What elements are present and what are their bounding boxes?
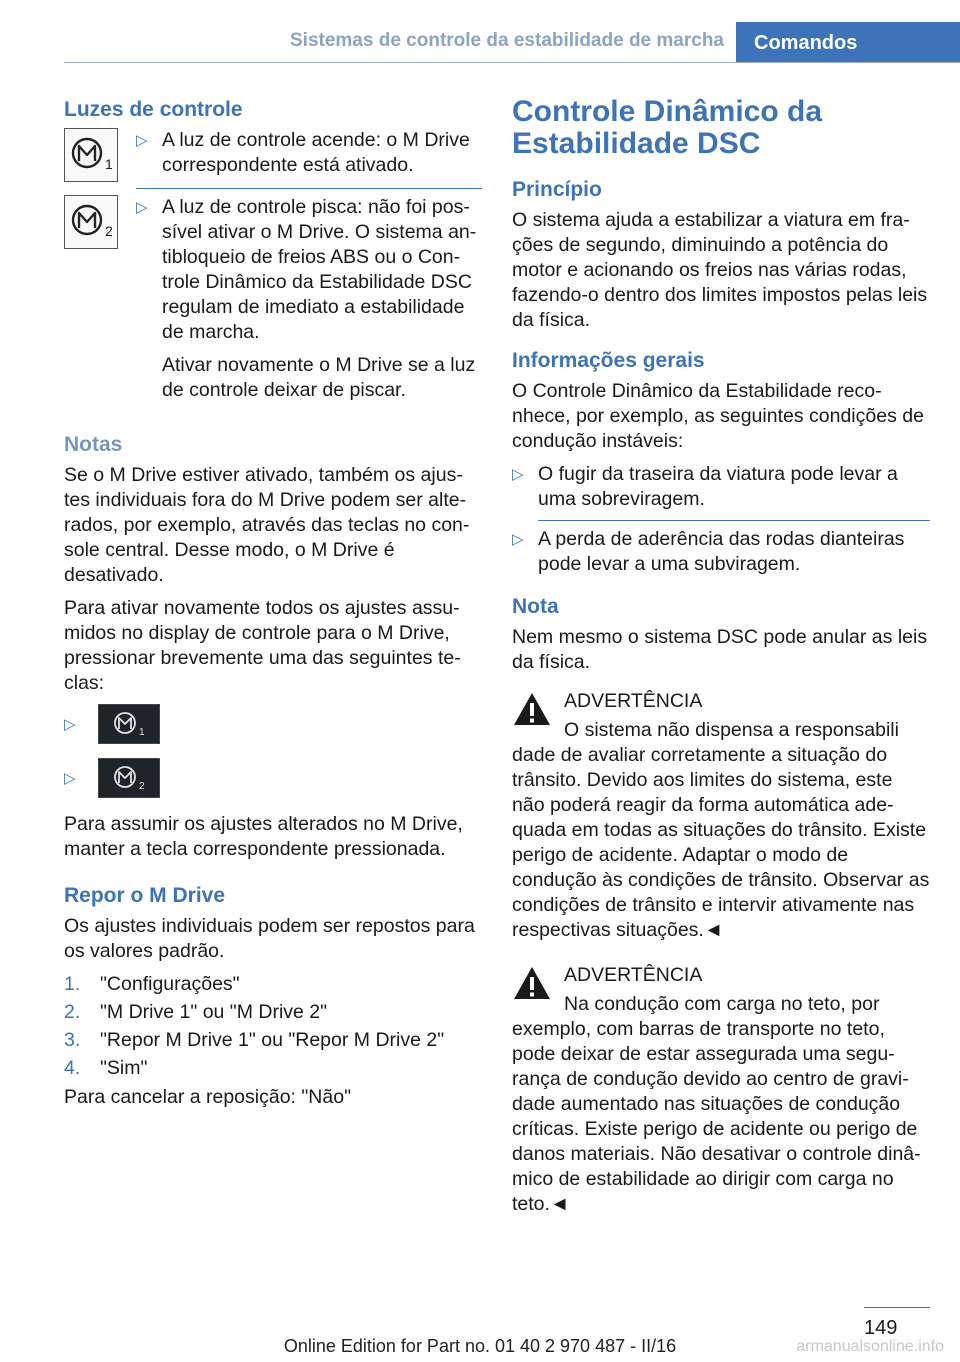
condition-item: ▷ O fugir da traseira da viatura pode levar a uma sobreviragem. bbox=[512, 463, 898, 510]
indicator-heading: Luzes de controle bbox=[64, 98, 243, 121]
notes-paragraph-3: Para assumir os ajustes alterados no M Drive, manter a tecla correspondente pressionada. bbox=[64, 813, 463, 860]
right-column bbox=[512, 96, 930, 1231]
m-drive-2-lamp-icon bbox=[64, 195, 118, 249]
svg-text:2: 2 bbox=[105, 223, 113, 239]
nota-paragraph: Nem mesmo o sistema DSC pode anular as leis da física. bbox=[512, 626, 928, 673]
dsc-title: Controle Dinâmico da Estabilidade DSC bbox=[512, 95, 823, 160]
lamp-2-item bbox=[136, 195, 482, 345]
bullet-triangle-icon: ▷ bbox=[64, 715, 76, 733]
step-item: 2. "M Drive 1" ou "M Drive 2" bbox=[64, 1001, 328, 1023]
header-section-title: Sistemas de controle da estabilidade de marcha bbox=[290, 30, 724, 51]
warning-block-2 bbox=[512, 963, 930, 1217]
page-number: 149 bbox=[864, 1317, 898, 1339]
lamp-1-item bbox=[136, 128, 482, 178]
lamp-row-2 bbox=[64, 195, 482, 411]
notes-paragraph-2: Para ativar novamente todos os ajustes assumidos no display de controle para o M Drive, pressionar brevemente uma das seguintes teclas: bbox=[64, 597, 461, 694]
warning-1-title: ADVERTÊNCIA bbox=[564, 690, 703, 712]
notes-paragraph-1: Se o M Drive estiver ativado, também os ajustes individuais fora do M Drive podem ser alterados, por exemplo, através das teclas no console central. Desse modo, o M Drive é desativado. bbox=[64, 464, 470, 586]
principle-paragraph: O sistema ajuda a estabilizar a viatura em frações de segundo, diminuindo a potência do motor e acionando os freios nas várias rodas, fazendo-o dentro dos limites impostos pelas leis da física. bbox=[512, 209, 928, 331]
step-item: 3. "Repor M Drive 1" ou "Repor M Drive 2" bbox=[64, 1029, 445, 1051]
step-item: 1. "Configurações" bbox=[64, 973, 240, 995]
warning-icon bbox=[512, 965, 552, 1001]
reset-paragraph: Os ajustes individuais podem ser repostos para os valores padrão. bbox=[64, 915, 475, 962]
step-item: 4. "Sim" bbox=[64, 1057, 148, 1079]
m-drive-1-lamp-icon bbox=[64, 128, 118, 182]
m-drive-2-key bbox=[64, 758, 482, 798]
footer-rule bbox=[864, 1307, 930, 1308]
divider bbox=[136, 188, 482, 189]
header-rule bbox=[64, 62, 960, 63]
svg-text:1: 1 bbox=[139, 727, 145, 738]
warning-block-1 bbox=[512, 689, 930, 943]
svg-text:1: 1 bbox=[105, 156, 113, 172]
header-chapter-tab[interactable]: Comandos bbox=[736, 22, 960, 62]
m-drive-2-button-icon bbox=[98, 758, 160, 798]
warning-2-title: ADVERTÊNCIA bbox=[564, 964, 703, 986]
condition-item: ▷ A perda de aderência das rodas dianteiras pode levar a uma subviragem. bbox=[512, 528, 905, 575]
lamp-1-text: A luz de controle acende: o M Drive correspondente está ativado. bbox=[162, 129, 470, 176]
m-drive-1-button-icon bbox=[98, 704, 160, 744]
lamp-row-1 bbox=[64, 128, 482, 186]
bullet-triangle-icon: ▷ bbox=[512, 531, 524, 548]
principle-heading: Princípio bbox=[512, 178, 602, 201]
general-paragraph: O Controle Dinâmico da Estabilidade reconhece, por exemplo, as seguintes condições de condução instáveis: bbox=[512, 380, 924, 452]
warning-1-text: dade de avaliar corretamente a situação do trânsito. Devido aos limites do sistema, este não poderá reagir da forma automática adequada em todas as situações do trânsito. Existe perigo de acidente. Adaptar o modo de condução às condições de trânsito. Observar as condições de trânsito e intervir ativamente nas respectivas situações.◄ bbox=[512, 744, 930, 941]
reset-steps bbox=[64, 972, 482, 1081]
lamp-2-text: A luz de controle pisca: não foi possível ativar o M Drive. O sistema antibloqueio de freios ABS ou o Controle Dinâmico da Estabilidade DSC regulam de imediato a estabilidade de marcha. bbox=[162, 196, 477, 343]
bullet-triangle-icon: ▷ bbox=[512, 466, 524, 483]
cancel-text: Para cancelar a reposição: "Não" bbox=[64, 1086, 351, 1108]
warning-2-first-line: Na condução com carga no teto, por bbox=[564, 993, 880, 1015]
nota-heading: Nota bbox=[512, 595, 559, 618]
left-column bbox=[64, 96, 482, 1118]
warning-icon bbox=[512, 691, 552, 727]
watermark: armanualsonline.info bbox=[796, 1338, 944, 1355]
bullet-triangle-icon: ▷ bbox=[136, 199, 148, 216]
warning-2-text: exemplo, com barras de transporte no teto, pode deixar de estar assegurada uma segurança de condução devido ao centro de gravidade aumentado nas situações de condução críticas. Existe perigo de acidente ou perigo de danos materiais. Não desativar o controle dinâmico de estabilidade ao dirigir com carga no teto.◄ bbox=[512, 1018, 921, 1215]
bullet-triangle-icon: ▷ bbox=[64, 769, 76, 787]
reset-heading: Repor o M Drive bbox=[64, 884, 226, 907]
notes-heading: Notas bbox=[64, 433, 123, 456]
svg-text:2: 2 bbox=[139, 781, 145, 792]
edition-footer: Online Edition for Part no. 01 40 2 970 487 - II/16 bbox=[283, 1336, 677, 1356]
lamp-2-extra: Ativar novamente o M Drive se a luz de controle deixar de piscar. bbox=[162, 354, 476, 401]
bullet-triangle-icon: ▷ bbox=[136, 132, 148, 149]
warning-1-first-line: O sistema não dispensa a responsabili bbox=[564, 719, 899, 741]
m-drive-1-key bbox=[64, 704, 482, 744]
general-heading: Informações gerais bbox=[512, 349, 705, 372]
divider bbox=[538, 520, 930, 521]
